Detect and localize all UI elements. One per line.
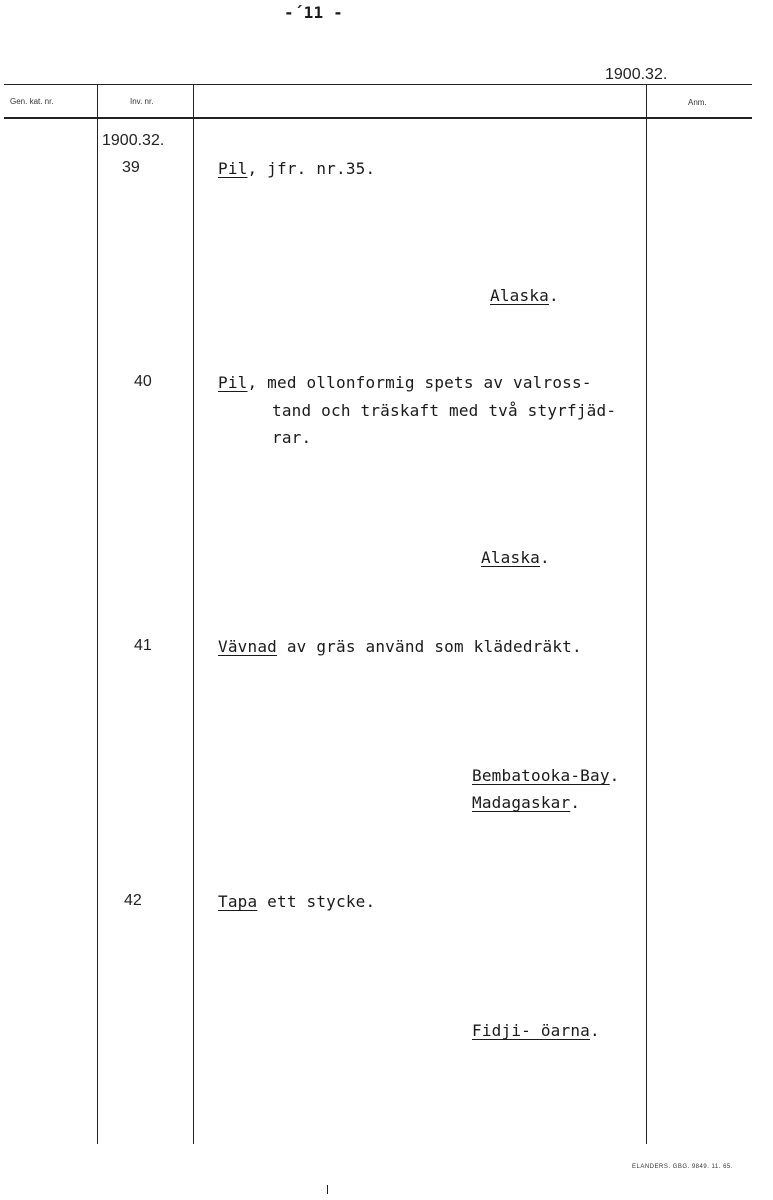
inv-prefix: 1900.32. [102, 132, 165, 149]
entry-title: Pil [218, 373, 248, 392]
inv-number: 41 [134, 637, 152, 654]
entry-desc-line: tand och träskaft med två styrfjäd- [272, 401, 617, 420]
header-top-rule [4, 84, 752, 85]
entry-location [472, 793, 580, 812]
location-line: Fidji- öarna [472, 1021, 590, 1040]
entry-location [481, 548, 550, 567]
entry-description [218, 159, 375, 178]
location-suffix: . [609, 766, 620, 785]
entry-desc-line: , med ollonformig spets av valross- [247, 373, 592, 392]
inv-nr-header: Inv. nr. [130, 97, 154, 106]
year-reference: 1900.32. [605, 66, 668, 83]
location-line: Alaska [481, 548, 540, 567]
column-divider-gen-inv [97, 84, 98, 1144]
entry-desc-line: av gräs använd som klädedräkt. [277, 637, 582, 656]
entry-title: Tapa [218, 892, 258, 911]
printer-imprint: ELANDERS. GBG. 9849. 11. 65. [632, 1164, 733, 1170]
gen-kat-header: Gen. kat. nr. [10, 97, 54, 106]
entry-description [218, 892, 375, 911]
location-line: Madagaskar [472, 793, 571, 812]
entry-description [218, 637, 582, 656]
inv-number: 39 [122, 159, 140, 176]
anm-header: Anm. [688, 98, 707, 107]
entry-location [490, 286, 559, 305]
entry-desc-line: ett stycke. [257, 892, 376, 911]
location-line: Alaska [490, 286, 549, 305]
entry-desc-line: , jfr. nr.35. [247, 159, 376, 178]
location-line: Bembatooka-Bay [472, 766, 610, 785]
entry-desc-line: rar. [272, 428, 312, 447]
entry-title: Pil [218, 159, 248, 178]
location-suffix: . [590, 1021, 600, 1040]
location-suffix: . [540, 548, 550, 567]
column-divider-desc-anm [646, 84, 647, 1144]
column-divider-inv-desc [193, 84, 194, 1144]
entry-description [218, 373, 592, 392]
page-number: -´11 - [284, 3, 343, 22]
inv-number: 42 [124, 892, 142, 909]
bottom-tick-mark [327, 1185, 328, 1194]
inv-number: 40 [134, 373, 152, 390]
entry-location [472, 1021, 600, 1040]
location-suffix: . [549, 286, 559, 305]
entry-title: Vävnad [218, 637, 277, 656]
location-suffix: . [570, 793, 581, 812]
entry-location [472, 766, 620, 785]
header-bottom-rule [4, 117, 752, 119]
